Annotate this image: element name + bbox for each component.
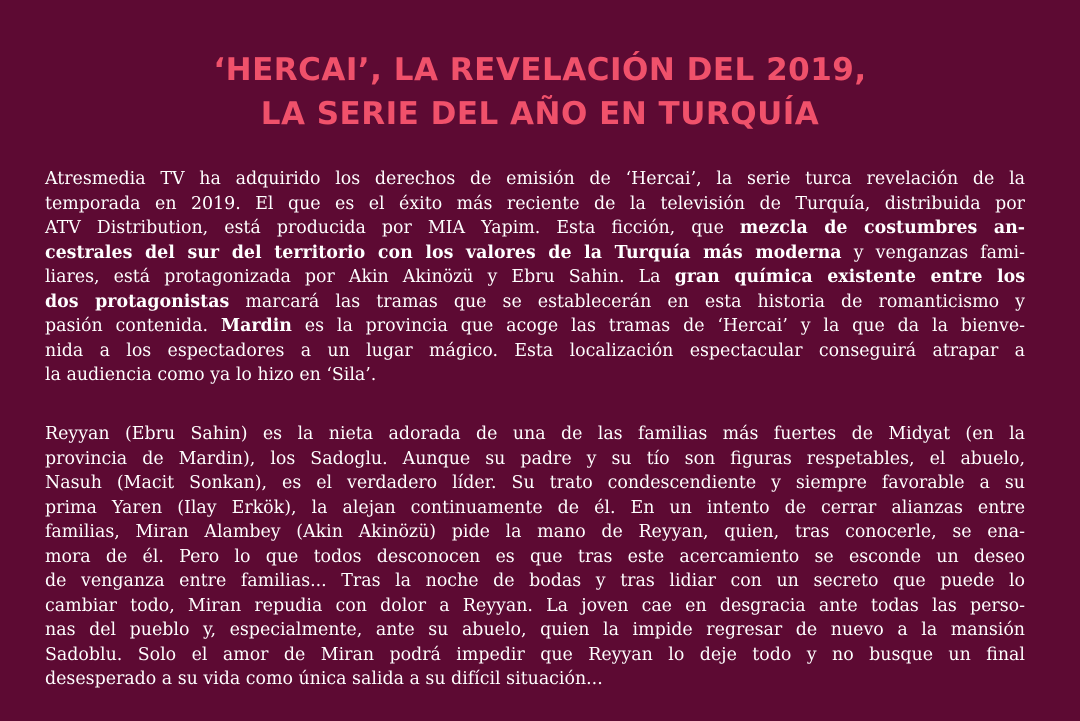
bold-text-run: dos protagonistas	[45, 291, 230, 312]
bold-text-run: Mardin	[220, 316, 292, 336]
text-run: prima Yaren (Ilay Erkök), la alejan continuamente de él. En un intento de cerrar alianzas entre	[45, 497, 1025, 518]
paragraph-2-line	[45, 643, 1025, 668]
paragraph-2-line	[45, 569, 1025, 594]
paragraph-2-line	[45, 422, 1025, 447]
paragraph-1-line	[45, 167, 1025, 192]
paragraph-2-line	[45, 496, 1025, 521]
bold-text-run: mezcla de costumbres an-	[739, 218, 1025, 238]
text-run: nas del pueblo y, especialmente, ante su abuelo, quien la impide regresar de nuevo a la mansión	[45, 620, 1025, 640]
text-run: Reyyan (Ebru Sahin) es la nieta adorada de una de las familias más fuertes de Midyat (en la	[45, 424, 1025, 444]
bold-text-run: gran química existente entre los	[674, 267, 1025, 287]
paragraph-2-line	[45, 520, 1025, 545]
text-run: Atresmedia TV ha adquirido los derechos de emisión de ‘Hercai’, la serie turca revelación de la	[45, 169, 1025, 189]
paragraph-1-line	[45, 192, 1025, 217]
paragraph-1-line	[45, 241, 1025, 266]
text-run: desesperado a su vida como única salida a su difícil situación...	[45, 669, 603, 689]
text-run: mora de él. Pero lo que todos desconocen es que tras este acercamiento se esconde un deseo	[45, 546, 1025, 567]
title-line-2: LA SERIE DEL AÑO EN TURQUÍA	[260, 96, 820, 132]
paragraph-1-line	[45, 339, 1025, 364]
text-run: temporada en 2019. El que es el éxito más reciente de la televisión de Turquía, distribuida por	[45, 193, 1025, 214]
paragraph-2-line	[45, 594, 1025, 619]
paragraph-1-line	[45, 290, 1025, 315]
paragraph-1	[45, 167, 1025, 388]
title-line-1: ‘HERCAI’, LA REVELACIÓN DEL 2019,	[213, 52, 867, 88]
text-run: marcará las tramas que se establecerán en esta historia de romanticismo y	[229, 291, 1025, 312]
paragraph-2-line	[45, 545, 1025, 570]
text-run: ATV Distribution, está producida por MIA Yapim. Esta ficción, que	[45, 218, 740, 238]
text-run: liares, está protagonizada por Akin Akinözü y Ebru Sahin. La	[45, 267, 675, 287]
text-run: cambiar todo, Miran repudia con dolor a Reyyan. La joven cae en desgracia ante todas las perso-	[45, 595, 1025, 616]
text-run: y venganzas fami-	[841, 242, 1025, 263]
text-run: provincia de Mardin), los Sadoglu. Aunque su padre y su tío son figuras respetables, el abuelo,	[45, 448, 1025, 469]
text-run: es la provincia que acoge las tramas de ‘Hercai’ y la que da la bienve-	[291, 316, 1025, 336]
paragraph-2	[45, 422, 1025, 692]
paragraph-1-line	[45, 216, 1025, 241]
article-title	[0, 48, 1080, 136]
text-run: pasión contenida.	[45, 316, 221, 336]
paragraph-1-line	[45, 265, 1025, 290]
text-run: Sadoblu. Solo el amor de Miran podrá impedir que Reyyan lo deje todo y no busque un final	[45, 644, 1025, 665]
paragraph-1-line	[45, 363, 1025, 388]
text-run: Nasuh (Macit Sonkan), es el verdadero líder. Su trato condescendiente y siempre favorable a su	[45, 473, 1025, 493]
bold-text-run: cestrales del sur del territorio con los valores de la Turquía más moderna	[45, 242, 842, 263]
text-run: familias, Miran Alambey (Akin Akinözü) pide la mano de Reyyan, quien, tras conocerle, se ena-	[45, 522, 1025, 542]
paragraph-2-line	[45, 667, 1025, 692]
text-run: de venganza entre familias... Tras la noche de bodas y tras lidiar con un secreto que puede lo	[45, 571, 1025, 591]
paragraph-2-line	[45, 471, 1025, 496]
paragraph-1-line	[45, 314, 1025, 339]
paragraph-2-line	[45, 618, 1025, 643]
text-run: la audiencia como ya lo hizo en ‘Sila’.	[45, 365, 377, 385]
text-run: nida a los espectadores a un lugar mágico. Esta localización espectacular conseguirá atrapar a	[45, 340, 1025, 361]
paragraph-2-line	[45, 447, 1025, 472]
